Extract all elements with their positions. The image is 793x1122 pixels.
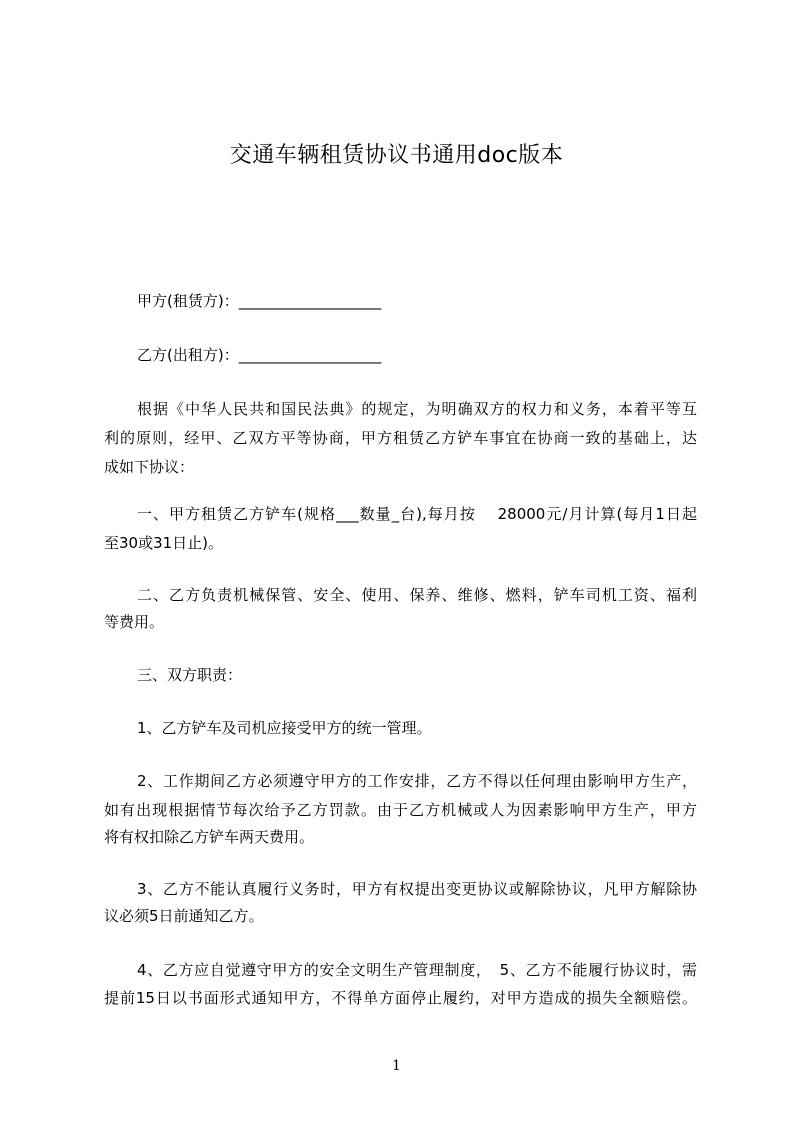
duty-2-line-1: 2、工作期间乙方必须遵守甲方的工作安排，乙方不得以任何理由影响甲方生产， [137,772,697,790]
clause-1-line-2: 至30或31日止)。 [104,534,224,552]
page-number: 1 [392,1058,401,1074]
clause-2-line-1: 二、乙方负责机械保管、安全、使用、保养、维修、燃料，铲车司机工资、福利 [137,586,697,604]
duty-3-line-2: 议必须5日前通知乙方。 [104,907,264,925]
duty-2-line-3: 将有权扣除乙方铲车两天费用。 [104,828,315,846]
clause-2-line-2: 等费用。 [104,613,165,631]
duty-4-line-2: 提前15日以书面形式通知甲方，不得单方面停止履约，对甲方造成的损失全额赔偿。 [104,989,697,1007]
document-title: 交通车辆租赁协议书通用doc版本 [229,143,564,168]
duty-4-line-1: 4、乙方应自觉遵守甲方的安全文明生产管理制度， 5、乙方不能履行协议时，需 [137,961,697,979]
clause-1-line-1: 一、甲方租赁乙方铲车(规格___数量_台),每月按 28000元/月计算(每月1日起 [137,505,697,523]
preamble-line-1: 根据《中华人民共和国民法典》的规定，为明确双方的权力和义务，本着平等互 [137,400,697,418]
preamble-line-3: 成如下协议： [104,458,195,476]
clause-3-heading: 三、双方职责： [137,666,243,684]
duty-2-line-2: 如有出现根据情节每次给予乙方罚款。由于乙方机械或人为因素影响甲方生产，甲方 [104,801,697,819]
party-b-line: 乙方(出租方)：___________________ [137,346,382,364]
preamble-line-2: 利的原则，经甲、乙双方平等协商，甲方租赁乙方铲车事宜在协商一致的基础上，达 [104,429,697,447]
duty-1-line: 1、乙方铲车及司机应接受甲方的统一管理。 [137,719,432,737]
duty-3-line-1: 3、乙方不能认真履行义务时，甲方有权提出变更协议或解除协议，凡甲方解除协 [137,880,697,898]
party-a-line: 甲方(租赁方)：___________________ [137,292,382,310]
